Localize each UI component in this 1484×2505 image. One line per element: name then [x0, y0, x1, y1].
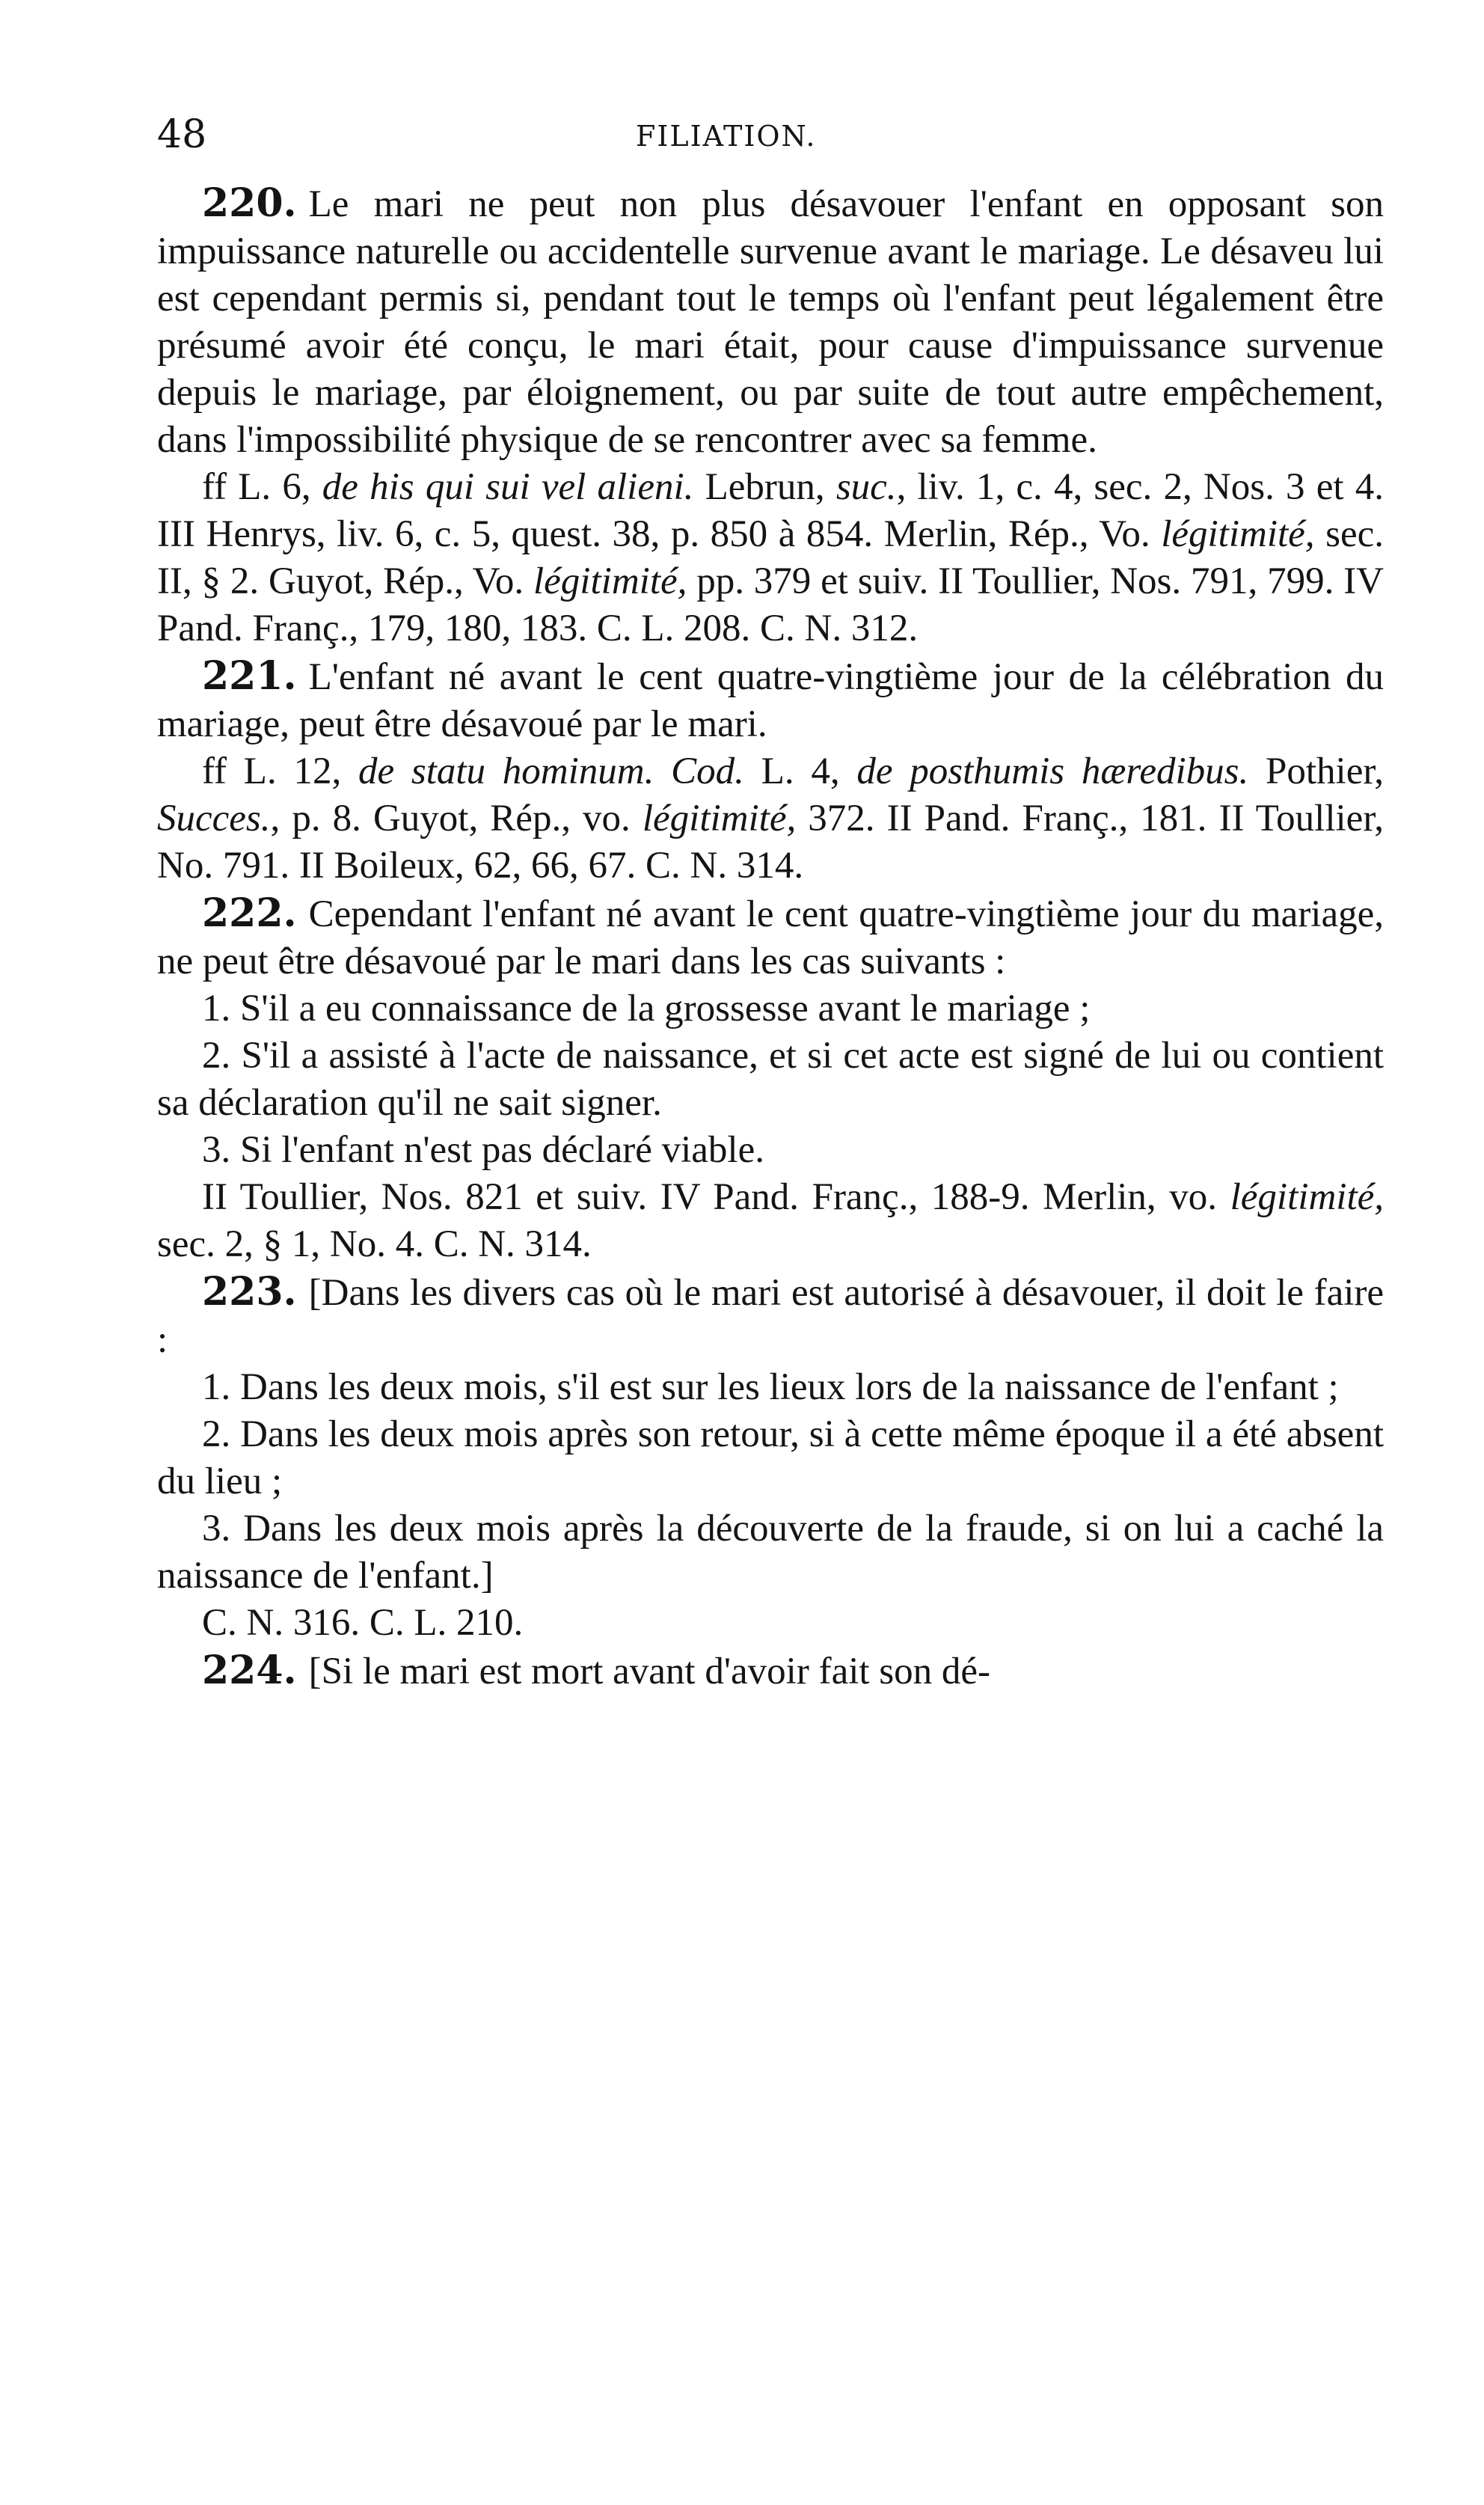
article-number: 221.	[202, 653, 297, 699]
citation-text: ff L. 6,	[202, 466, 322, 508]
article-222	[157, 890, 1384, 985]
citation-italic: légitimité,	[533, 560, 687, 602]
citation-text: , liv. 1, c. 4, sec. 2, Nos. 3 et 4. III Henrys, liv. 6, c. 5, quest. 38, p. 850 à 854. Merlin, Rép., Vo.	[157, 466, 1384, 555]
citation-text: ff L. 12,	[202, 750, 358, 792]
citation-text: sec. II, § 2. Guyot, Rép., Vo.	[157, 513, 1384, 602]
citation-text: pp. 379 et suiv. II Toullier, Nos. 791, 799. IV Pand. Franç., 179, 180, 183. C. L. 208. C. N. 312.	[157, 560, 1384, 649]
citation-italic: légitimité,	[642, 798, 797, 839]
article-223	[157, 1268, 1384, 1364]
citation-text: , p. 8. Guyot, Rép., vo.	[270, 798, 643, 839]
article-221	[157, 652, 1384, 748]
article-text: Le mari ne peut non plus désavouer l'enfant en opposant son impuissance naturelle ou accidentelle survenue avant le mariage. Le désaveu lui est cependant permis si, pendant tout le temps où l'enfant peut légalement être présumé avoir été conçu, le mari était, pour cause d'impuissance survenue depuis le mariage, par éloignement, ou par suite de tout autre empêchement, dans l'impossibilité physique de se rencontrer avec sa femme.	[157, 183, 1384, 461]
article-220	[157, 180, 1384, 464]
citation-italic: Cod.	[671, 750, 744, 792]
article-text: Cependant l'enfant né avant le cent quatre-vingtième jour du mariage, ne peut être désavoué par le mari dans les cas suivants :	[157, 893, 1384, 982]
citation-italic: de statu hominum.	[358, 750, 654, 792]
citation-text: sec. 2, § 1, No. 4. C. N. 314.	[157, 1223, 592, 1265]
citation-text	[654, 750, 671, 792]
citation-text: Pothier,	[1248, 750, 1385, 792]
running-title: FILIATION.	[636, 120, 817, 153]
article-number: 222.	[202, 890, 297, 936]
citation-italic: Succes.	[157, 798, 271, 839]
page-number: 48	[157, 112, 207, 157]
page	[157, 112, 1384, 1695]
article-number: 223.	[202, 1269, 297, 1315]
citation-italic: légitimité,	[1161, 513, 1315, 555]
article-text: [Si le mari est mort avant d'avoir fait son dé-	[308, 1651, 991, 1692]
list-item: 3. Si l'enfant n'est pas déclaré viable.	[202, 1129, 764, 1171]
article-number: 220.	[202, 180, 297, 226]
citation-italic: de his qui sui vel alieni.	[322, 466, 694, 508]
article-number: 224.	[202, 1648, 297, 1693]
citation-italic: de posthumis hæredibus.	[856, 750, 1249, 792]
citation-text: Lebrun,	[693, 466, 836, 508]
list-item: 1. S'il a eu connaissance de la grossesse avant le mariage ;	[202, 988, 1091, 1030]
citation-223: C. N. 316. C. L. 210.	[202, 1602, 524, 1644]
citation-221	[157, 748, 1384, 890]
citation-222	[157, 1174, 1384, 1268]
page-header	[157, 112, 1384, 180]
citation-text: II Toullier, Nos. 821 et suiv. IV Pand. Franç., 188-9. Merlin, vo.	[202, 1176, 1230, 1218]
citation-220	[157, 464, 1384, 652]
list-item: 2. S'il a assisté à l'acte de naissance, et si cet acte est signé de lui ou contient sa déclaration qu'il ne sait signer.	[157, 1035, 1384, 1124]
citation-italic: légitimité,	[1230, 1176, 1384, 1218]
citation-text: 372. II Pand. Franç., 181. II Toullier, No. 791. II Boileux, 62, 66, 67. C. N. 314.	[157, 798, 1385, 887]
citation-italic: suc.	[835, 466, 897, 508]
article-text: L'enfant né avant le cent quatre-vingtième jour de la célébration du mariage, peut être désavoué par le mari.	[157, 656, 1384, 745]
list-item: 3. Dans les deux mois après la découverte de la fraude, si on lui a caché la naissance de l'enfant.]	[157, 1508, 1384, 1597]
list-item: 2. Dans les deux mois après son retour, si à cette même époque il a été absent du lieu ;	[157, 1413, 1384, 1502]
citation-text: L. 4,	[743, 750, 857, 792]
list-item: 1. Dans les deux mois, s'il est sur les lieux lors de la naissance de l'enfant ;	[202, 1366, 1339, 1408]
article-224	[157, 1647, 1384, 1695]
article-text: [Dans les divers cas où le mari est autorisé à désavouer, il doit le faire :	[157, 1272, 1384, 1361]
